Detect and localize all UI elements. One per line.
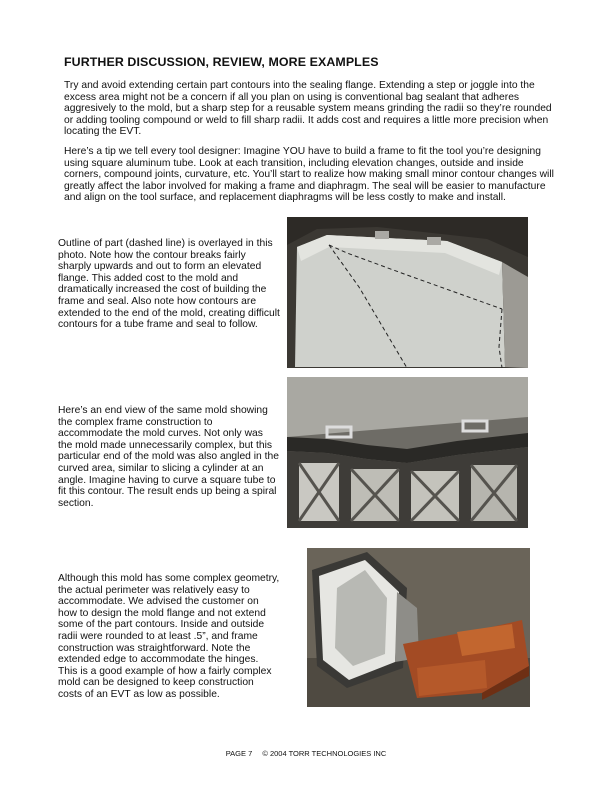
paragraph-designer-tip: Here’s a tip we tell every tool designer: Imagine YOU have to build a frame to fit the tool you’re designing using square aluminum tube. Look at each transition, including elevation changes, outside and inside corners, compound joints, curvature, etc. You’ll start to realize how making small minor contour changes will greatly affect the labor involved for making a frame and diaphragm. The seal will be easier to manufacture and align on the tool surface, and replacement diaphragms will be less costly to make and install. <box>64 146 554 204</box>
page-heading: FURTHER DISCUSSION, REVIEW, MORE EXAMPLES <box>64 55 379 69</box>
photo-mold-end-view <box>287 377 528 528</box>
page-footer <box>0 749 612 758</box>
caption-complex-mold: Although this mold has some complex geometry, the actual perimeter was relatively easy to accommodate. We advised the customer on how to design the mold flange and not extend some of the part contours. Inside and outside radii were rounded to at least .5”, and frame construction was straightforward. Note the extended edge to accommodate the hinges. This is a good example of how a fairly complex mold can be designed to keep construction costs of an EVT as low as possible. <box>58 573 280 700</box>
page-number: PAGE 7 <box>225 749 253 758</box>
caption-end-view: Here’s an end view of the same mold showing the complex frame construction to accommodate the mold curves. Not only was the mold made unnecessarily complex, but this particular end of the mold was also angled in the curved area, similar to slicing a cylinder at an angle. Imagine having to curve a square tube to fit this contour. The result ends up being a spiral section. <box>58 405 279 509</box>
copyright-notice: © 2004 TORR TECHNOLOGIES INC <box>262 749 387 758</box>
caption-part-outline: Outline of part (dashed line) is overlayed in this photo. Note how the contour breaks fairly sharply upwards and out to form an elevated flange. This added cost to the mold and dramatically increased the cost of building the frame and seal. Also note how contours are extended to the end of the mold, creating difficult contours for a tube frame and seal to follow. <box>58 238 280 331</box>
photo-mold-top-view <box>287 217 528 368</box>
paragraph-contours: Try and avoid extending certain part contours into the sealing flange. Extending a step or joggle into the excess area might not be a concern if all you plan on using is conventional bag sealant that adheres aggresively to the mold, but a sharp step for a reusable system means grinding the radii so they’re rounded or adding tooling compound or weld to fill sharp radii. It adds cost and requires a little more precision when locating the EVT. <box>64 80 552 138</box>
photo-complex-mold <box>307 548 530 707</box>
